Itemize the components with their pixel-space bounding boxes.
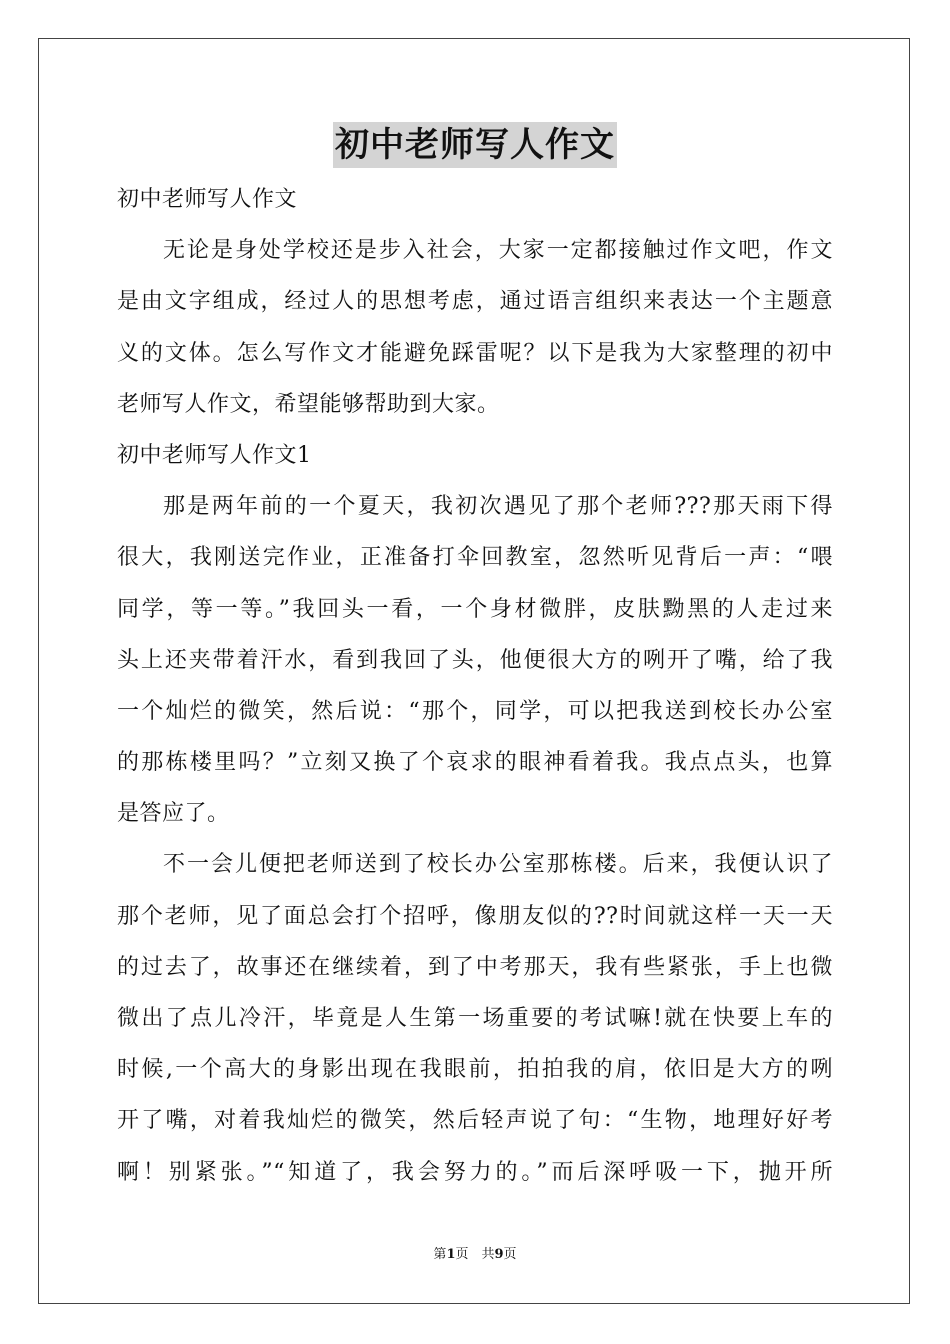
document-body xyxy=(117,174,833,1198)
intro-line: 无论是身处学校还是步入社会，大家一定都接触过作文吧，作文 xyxy=(163,238,833,264)
para1-line: 是答应了。 xyxy=(117,801,230,827)
footer-mid: 页 共 xyxy=(455,1247,495,1262)
para2-line: 啊！别紧张。”“知道了，我会努力的。”而后深呼吸一下，抛开所 xyxy=(117,1159,833,1185)
para1-line: 一个灿烂的微笑，然后说：“那个，同学，可以把我送到校长办公室 xyxy=(117,698,833,724)
para1-line: 的那栋楼里吗？”立刻又换了个哀求的眼神看着我。我点点头，也算 xyxy=(117,750,833,776)
intro-line: 老师写人作文，希望能够帮助到大家。 xyxy=(117,391,500,417)
subtitle: 初中老师写人作文 xyxy=(117,187,298,212)
para1-line: 很大，我刚送完作业，正准备打伞回教室，忽然听见背后一声：“喂 xyxy=(117,545,833,571)
section-heading: 初中老师写人作文1 xyxy=(117,442,312,468)
intro-line: 是由文字组成，经过人的思想考虑，通过语言组织来表达一个主题意 xyxy=(117,289,833,315)
document-title: 初中老师写人作文 xyxy=(333,122,617,168)
footer-suffix: 页 xyxy=(503,1247,517,1262)
footer-prefix: 第 xyxy=(433,1247,447,1262)
footer-page-number: 1 xyxy=(446,1247,456,1262)
para1-line: 那是两年前的一个夏天，我初次遇见了那个老师???那天雨下得 xyxy=(163,494,833,520)
para1-line: 头上还夹带着汗水，看到我回了头，他便很大方的咧开了嘴，给了我 xyxy=(117,647,833,673)
para2-line: 开了嘴，对着我灿烂的微笑，然后轻声说了句：“生物，地理好好考 xyxy=(117,1108,833,1134)
para2-line: 那个老师，见了面总会打个招呼，像朋友似的??时间就这样一天一天 xyxy=(117,903,833,929)
para2-line: 不一会儿便把老师送到了校长办公室那栋楼。后来，我便认识了 xyxy=(163,852,833,878)
footer-total-pages: 9 xyxy=(494,1247,504,1262)
para1-line: 同学，等一等。”我回头一看，一个身材微胖，皮肤黝黑的人走过来 xyxy=(117,596,833,622)
para2-line: 的过去了，故事还在继续着，到了中考那天，我有些紧张，手上也微 xyxy=(117,954,833,980)
para2-line: 时候,一个高大的身影出现在我眼前，拍拍我的肩，依旧是大方的咧 xyxy=(117,1057,833,1083)
title-wrap xyxy=(0,122,950,168)
para2-line: 微出了点儿冷汗，毕竟是人生第一场重要的考试嘛!就在快要上车的 xyxy=(117,1006,833,1031)
intro-line: 义的文体。怎么写作文才能避免踩雷呢？以下是我为大家整理的初中 xyxy=(117,340,833,366)
page-footer xyxy=(0,1246,950,1264)
